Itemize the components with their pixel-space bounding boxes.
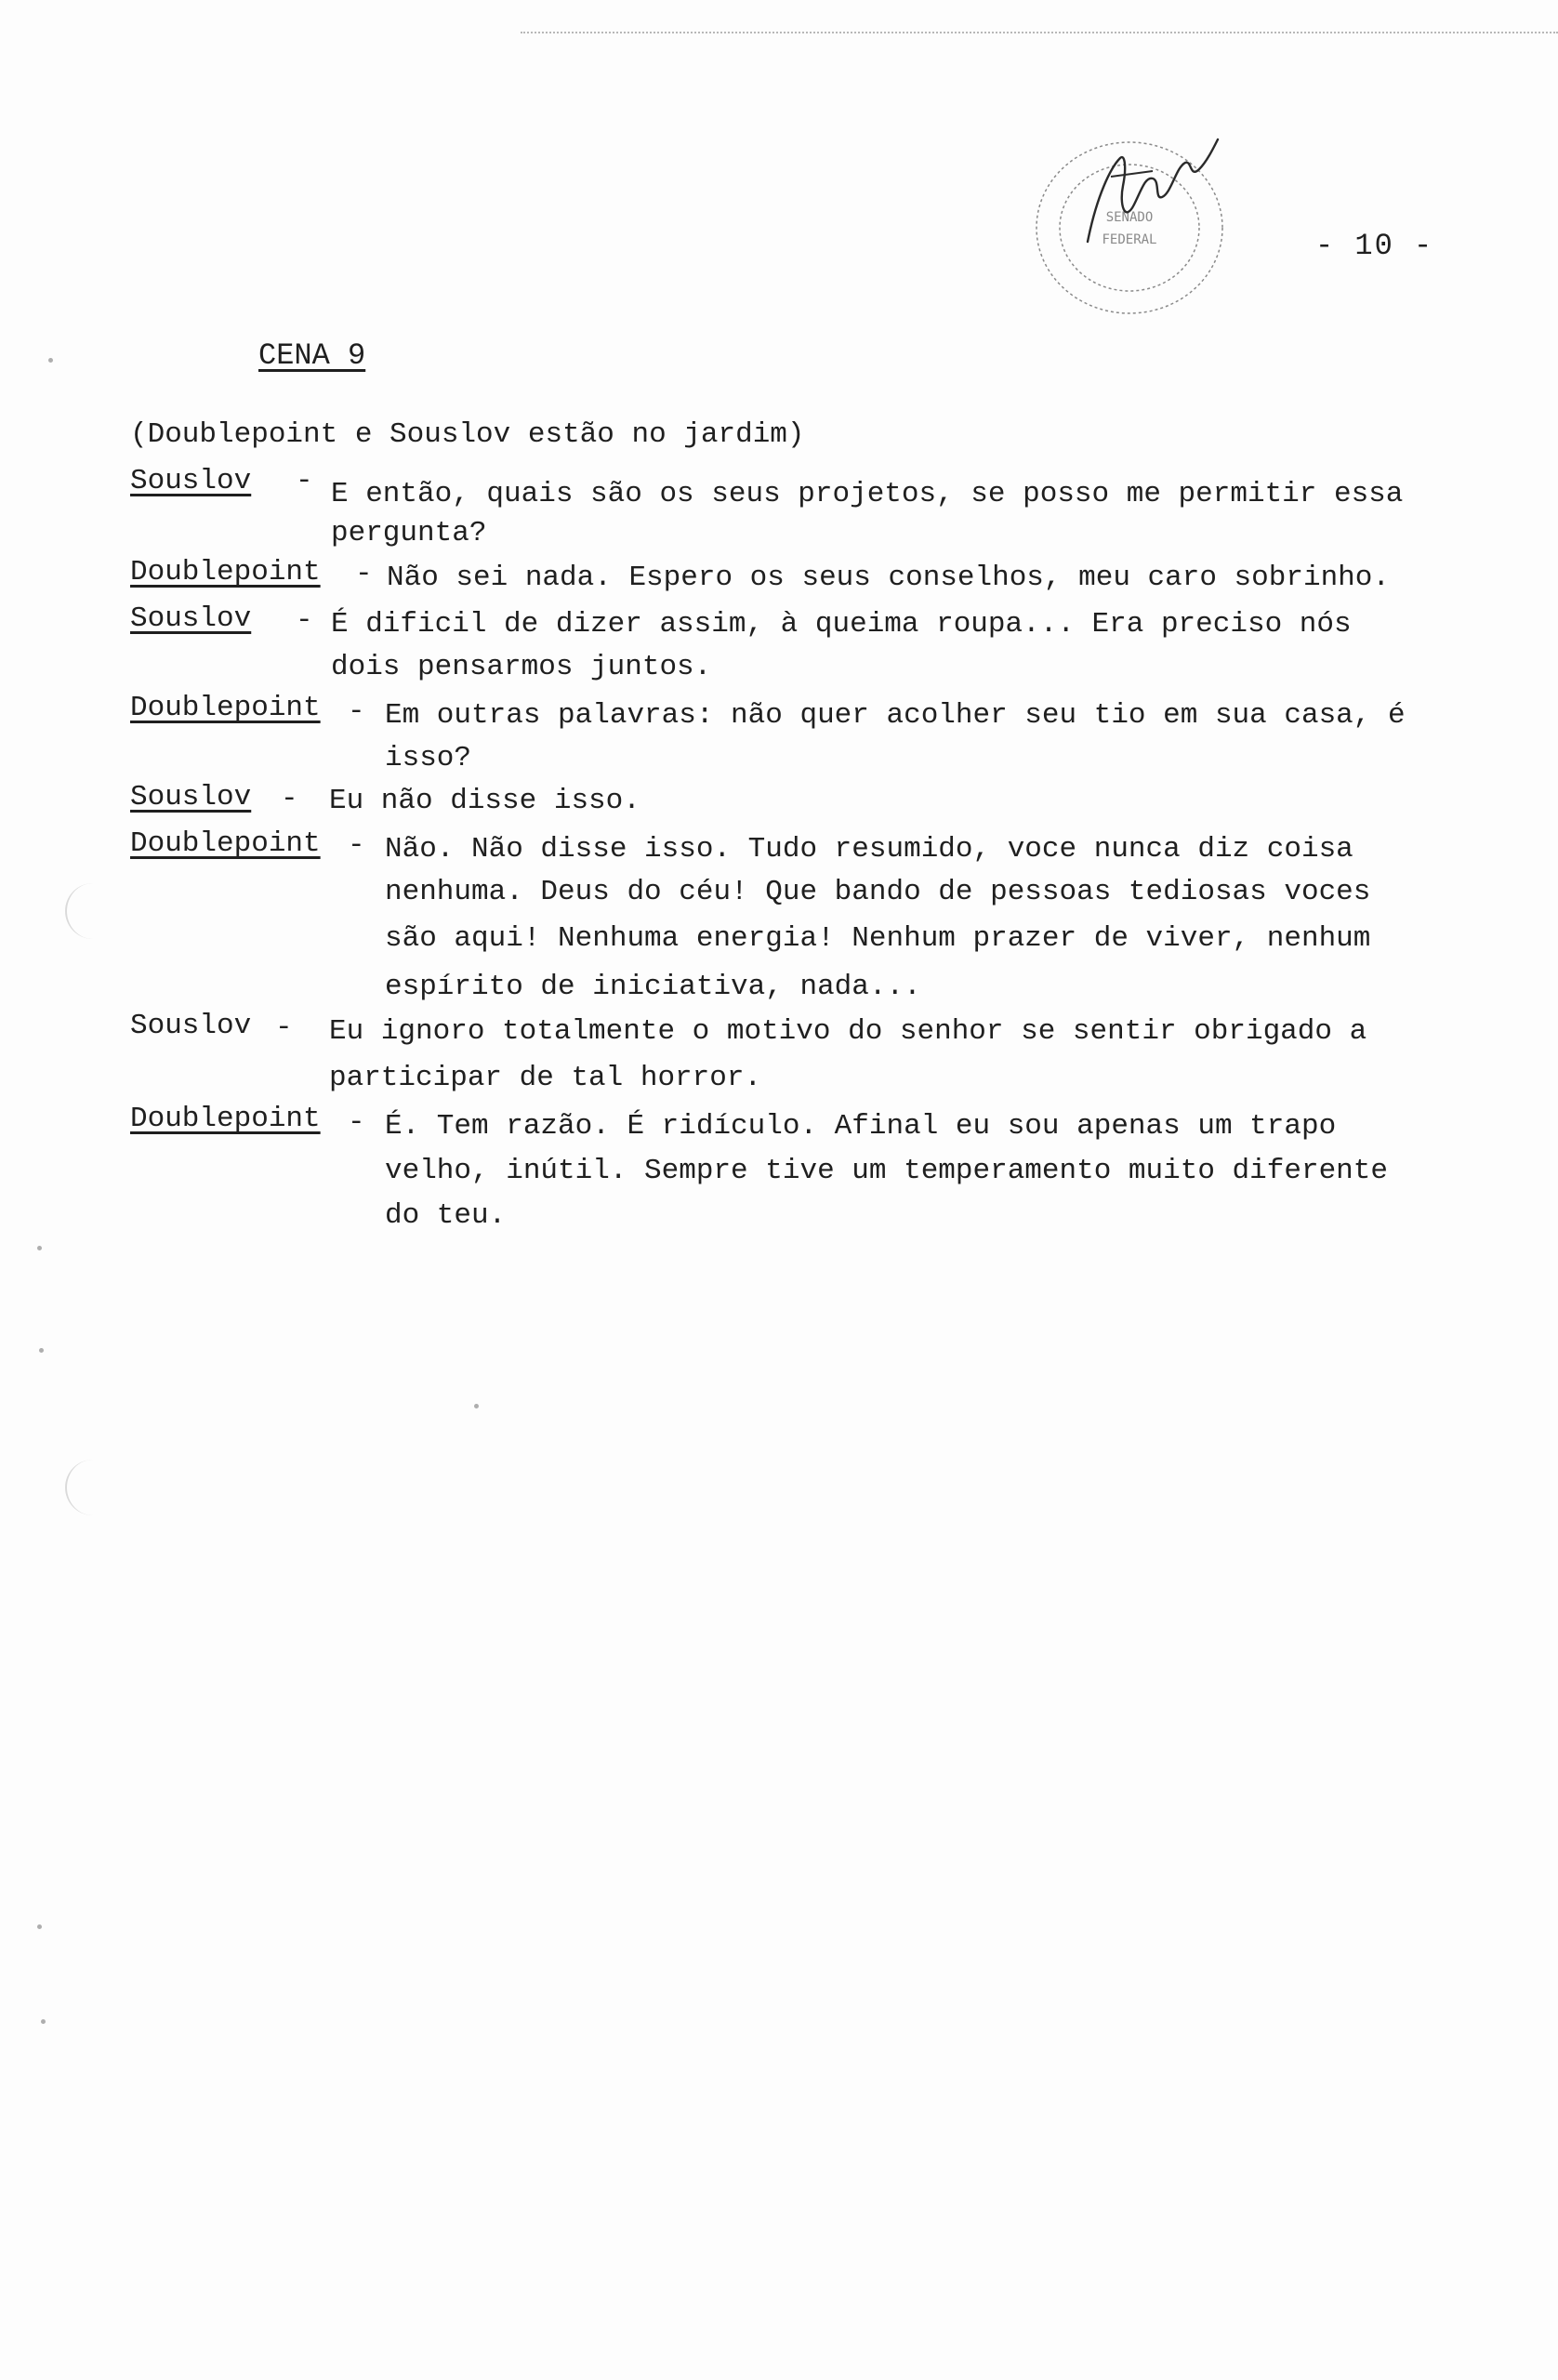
senate-stamp-with-signature — [1023, 112, 1236, 325]
dialogue-line: participar de tal horror. — [329, 1062, 762, 1094]
margin-mark — [65, 883, 95, 939]
dialogue-line: Não. Não disse isso. Tudo resumido, voce nunca diz coisa — [385, 833, 1353, 866]
scan-speck — [37, 1246, 42, 1250]
scan-speck — [41, 2019, 46, 2024]
dialogue-line: nenhuma. Deus do céu! Que bando de pessoas tediosas voces — [385, 876, 1371, 908]
speaker-dash: - — [296, 604, 313, 637]
speaker-dash: - — [348, 695, 365, 728]
scan-speck — [39, 1348, 44, 1353]
scene-title: CENA 9 — [258, 338, 366, 373]
speaker-dash: - — [281, 783, 298, 815]
dialogue-line: pergunta? — [331, 517, 487, 549]
dialogue-line: Eu ignoro totalmente o motivo do senhor se sentir obrigado a — [329, 1015, 1367, 1048]
speaker-name: Doublepoint — [130, 692, 321, 724]
speaker-name: Doublepoint — [130, 1103, 321, 1135]
scan-edge-line — [521, 32, 1558, 33]
speaker-name: Souslov — [130, 781, 252, 813]
dialogue-line: Em outras palavras: não quer acolher seu tio em sua casa, é — [385, 699, 1406, 732]
speaker-dash: - — [348, 829, 365, 862]
speaker-dash: - — [348, 1106, 365, 1139]
stage-direction: (Doublepoint e Souslov estão no jardim) — [130, 418, 805, 451]
speaker-name: Souslov — [130, 1010, 252, 1042]
scan-speck — [37, 1924, 42, 1929]
margin-mark — [65, 1460, 95, 1515]
speaker-name: Doublepoint — [130, 556, 321, 588]
speaker-dash: - — [296, 465, 313, 497]
scan-speck — [474, 1404, 479, 1408]
svg-text:FEDERAL: FEDERAL — [1102, 232, 1157, 247]
dialogue-line: É. Tem razão. É ridículo. Afinal eu sou apenas um trapo — [385, 1110, 1337, 1143]
speaker-name: Souslov — [130, 465, 252, 497]
speaker-dash: - — [275, 1012, 293, 1044]
dialogue-line: Eu não disse isso. — [329, 785, 640, 817]
dialogue-line: Não sei nada. Espero os seus conselhos, meu caro sobrinho. — [387, 562, 1390, 594]
dialogue-line: dois pensarmos juntos. — [331, 651, 712, 683]
scan-speck — [48, 358, 53, 363]
speaker-name: Souslov — [130, 602, 252, 635]
dialogue-line: velho, inútil. Sempre tive um temperamento muito diferente — [385, 1155, 1388, 1187]
dialogue-line: são aqui! Nenhuma energia! Nenhum prazer de viver, nenhum — [385, 922, 1371, 955]
dialogue-line: do teu. — [385, 1199, 507, 1232]
dialogue-line: E então, quais são os seus projetos, se posso me permitir essa — [331, 478, 1404, 510]
speaker-dash: - — [355, 558, 373, 590]
page-number: - 10 - — [1315, 229, 1434, 263]
dialogue-line: isso? — [385, 742, 472, 774]
svg-text:SENADO: SENADO — [1105, 210, 1154, 225]
dialogue-line: espírito de iniciativa, nada... — [385, 971, 921, 1003]
speaker-name: Doublepoint — [130, 827, 321, 860]
dialogue-line: É dificil de dizer assim, à queima roupa... Era preciso nós — [331, 608, 1352, 641]
